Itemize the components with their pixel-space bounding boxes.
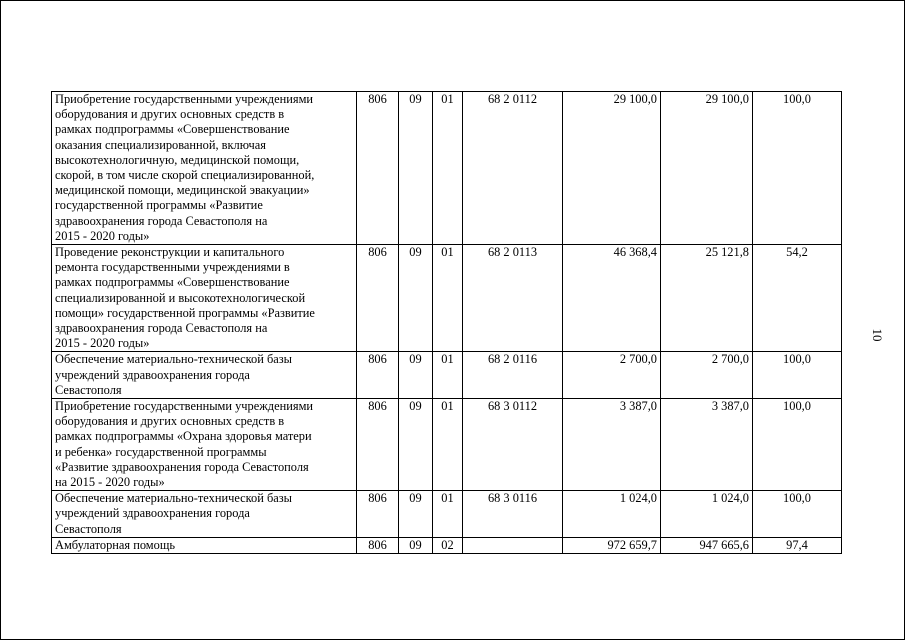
cell-target-article: 68 3 0112 [463,399,563,491]
cell-item-name [52,491,357,538]
table-row [52,245,842,352]
item-name-line: рамках подпрограммы «Совершенствование [55,122,290,137]
item-name-line: оказания специализированной, включая [55,137,266,152]
cell-item-name [52,352,357,399]
item-name-line: ремонта государственными учреждениями в [55,260,290,275]
cell-department-code: 806 [357,491,399,538]
cell-subsection: 01 [433,491,463,538]
cell-department-code: 806 [357,399,399,491]
item-name-line: Проведение реконструкции и капитального [55,245,285,260]
item-name-line: 2015 - 2020 годы» [55,228,150,243]
item-name-line: учреждений здравоохранения города [55,506,250,521]
cell-item-name [52,245,357,352]
cell-section: 09 [399,491,433,538]
cell-actual-amount: 25 121,8 [661,245,753,352]
item-name-line: специализированной и высокотехнологической [55,290,306,305]
item-name-line: медицинской помощи, медицинской эвакуации» [55,183,310,198]
table-row [52,491,842,538]
cell-actual-amount: 29 100,0 [661,92,753,245]
cell-planned-amount: 46 368,4 [563,245,661,352]
cell-planned-amount: 2 700,0 [563,352,661,399]
cell-percent: 100,0 [753,491,842,538]
cell-planned-amount: 29 100,0 [563,92,661,245]
item-name-line: оборудования и других основных средств в [55,107,285,122]
item-name-line: Севастополя [55,521,122,536]
item-name-line: оборудования и других основных средств в [55,414,285,429]
cell-section: 09 [399,352,433,399]
cell-section: 09 [399,537,433,553]
cell-section: 09 [399,92,433,245]
item-name-line: 2015 - 2020 годы» [55,336,150,351]
cell-subsection: 01 [433,399,463,491]
item-name-line: Приобретение государственными учреждениями [55,399,314,414]
cell-subsection: 01 [433,352,463,399]
cell-item-name [52,92,357,245]
item-name-line: здравоохранения города Севастополя на [55,213,268,228]
item-name-line: здравоохранения города Севастополя на [55,321,268,336]
item-name-line: Амбулаторная помощь [55,537,176,552]
item-name-line: «Развитие здравоохранения города Севастополя [55,459,309,474]
cell-actual-amount: 2 700,0 [661,352,753,399]
cell-target-article [463,537,563,553]
cell-subsection: 02 [433,537,463,553]
cell-subsection: 01 [433,245,463,352]
item-name-line: учреждений здравоохранения города [55,367,250,382]
cell-item-name [52,399,357,491]
cell-planned-amount: 1 024,0 [563,491,661,538]
item-name-line: помощи» государственной программы «Развитие [55,305,315,320]
item-name-line: и ребенка» государственной программы [55,444,267,459]
item-name-line: скорой, в том числе скорой специализированной, [55,168,315,183]
cell-percent: 100,0 [753,399,842,491]
cell-actual-amount: 1 024,0 [661,491,753,538]
table-row [52,92,842,245]
cell-item-name [52,537,357,553]
cell-percent: 97,4 [753,537,842,553]
table-row [52,352,842,399]
cell-actual-amount: 3 387,0 [661,399,753,491]
cell-subsection: 01 [433,92,463,245]
cell-planned-amount: 3 387,0 [563,399,661,491]
item-name-line: рамках подпрограммы «Охрана здоровья матери [55,429,312,444]
item-name-line: государственной программы «Развитие [55,198,263,213]
cell-section: 09 [399,245,433,352]
budget-table [51,91,842,554]
cell-section: 09 [399,399,433,491]
cell-actual-amount: 947 665,6 [661,537,753,553]
item-name-line: Севастополя [55,382,122,397]
cell-department-code: 806 [357,245,399,352]
cell-percent: 100,0 [753,352,842,399]
item-name-line: Обеспечение материально-технической базы [55,352,292,367]
item-name-line: Обеспечение материально-технической базы [55,491,292,506]
item-name-line: Приобретение государственными учреждениями [55,92,314,106]
table-row [52,537,842,553]
item-name-line: на 2015 - 2020 годы» [55,475,165,490]
cell-target-article: 68 2 0112 [463,92,563,245]
cell-planned-amount: 972 659,7 [563,537,661,553]
item-name-line: рамках подпрограммы «Совершенствование [55,275,290,290]
cell-target-article: 68 3 0116 [463,491,563,538]
cell-department-code: 806 [357,537,399,553]
item-name-line: высокотехнологичную, медицинской помощи, [55,152,300,167]
cell-target-article: 68 2 0113 [463,245,563,352]
table-body [52,92,842,554]
table-row [52,399,842,491]
cell-percent: 54,2 [753,245,842,352]
cell-department-code: 806 [357,92,399,245]
page-number: 10 [870,328,885,342]
cell-target-article: 68 2 0116 [463,352,563,399]
cell-department-code: 806 [357,352,399,399]
cell-percent: 100,0 [753,92,842,245]
